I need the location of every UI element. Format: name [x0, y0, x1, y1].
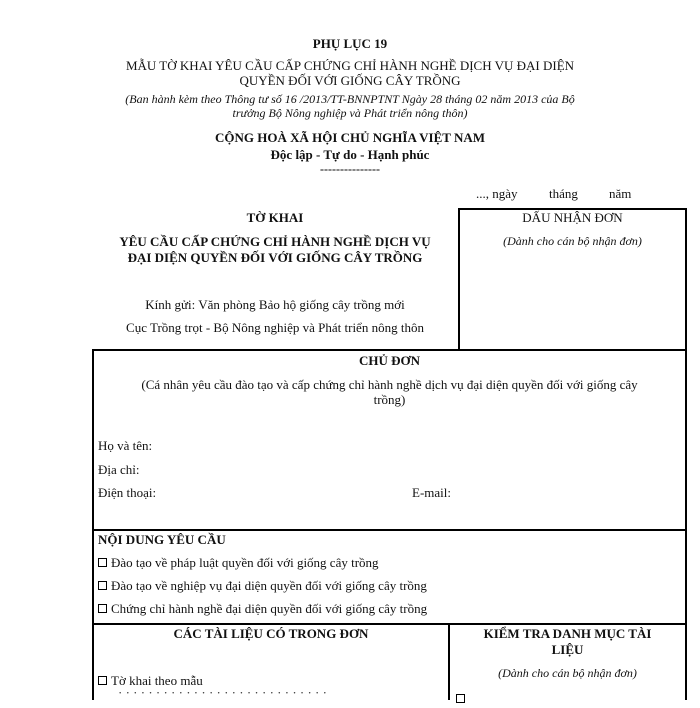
email-field-label: E-mail:: [412, 485, 451, 500]
stamp-box-title: DẤU NHẬN ĐƠN: [522, 210, 623, 225]
date-month: tháng: [549, 186, 578, 201]
national-motto: Độc lập - Tự do - Hạnh phúc: [270, 147, 430, 162]
request-option-2[interactable]: [98, 578, 427, 594]
document-item-1-label: Tờ khai theo mẫu: [111, 673, 203, 688]
request-option-3[interactable]: [98, 601, 427, 617]
checkbox-icon[interactable]: [98, 676, 107, 685]
applicant-title: CHỦ ĐƠN: [358, 353, 421, 368]
request-option-3-label: Chứng chỉ hành nghề đại diện quyền đối với giống cây trồng: [111, 601, 428, 616]
appendix-title: PHỤ LỤC 19: [312, 36, 388, 51]
documents-title: CÁC TÀI LIỆU CÓ TRONG ĐƠN: [173, 626, 369, 641]
issued-note-line-2: trưởng Bộ Nông nghiệp và Phát triển nông thôn): [232, 106, 468, 120]
applicant-section-top-border: [92, 349, 687, 351]
stamp-box-note: (Dành cho cán bộ nhận đơn): [503, 234, 642, 248]
request-title: NỘI DUNG YÊU CẦU: [98, 532, 226, 547]
date-day: ..., ngày: [476, 186, 518, 201]
form-right-border: [685, 208, 687, 700]
checkbox-icon[interactable]: [98, 558, 107, 567]
stamp-box-left-border: [458, 208, 460, 350]
request-option-1[interactable]: [98, 555, 379, 571]
declaration-subtitle-2: ĐẠI DIỆN QUYỀN ĐỐI VỚI GIỐNG CÂY TRỒNG: [127, 250, 423, 265]
applicant-desc-line-1: (Cá nhân yêu cầu đào tạo và cấp chứng chỉ hành nghề dịch vụ đại diện quyền đối với giống cây: [141, 377, 638, 392]
form-title-line-2: QUYỀN ĐỐI VỚI GIỐNG CÂY TRỒNG: [239, 73, 461, 88]
motto-separator: ---------------: [320, 162, 380, 176]
recipient-line-1: Kính gửi: Văn phòng Bảo hộ giống cây trồng mới: [145, 297, 405, 312]
request-option-1-label: Đào tạo về pháp luật quyền đối với giống cây trồng: [111, 555, 379, 570]
issued-note-line-1: (Ban hành kèm theo Thông tư số 16 /2013/TT-BNNPTNT Ngày 28 tháng 02 năm 2013 của Bộ: [125, 92, 575, 106]
phone-field-label: Điện thoại:: [98, 485, 157, 500]
declaration-title: TỜ KHAI: [246, 210, 304, 225]
form-title-line-1: MẪU TỜ KHAI YÊU CẦU CẤP CHỨNG CHỈ HÀNH NGHỀ DỊCH VỤ ĐẠI DIỆN: [125, 58, 575, 73]
checkbox-icon[interactable]: [98, 581, 107, 590]
declaration-subtitle-1: YÊU CẦU CẤP CHỨNG CHỈ HÀNH NGHỀ DỊCH VỤ: [119, 234, 431, 249]
check-checkbox[interactable]: [456, 690, 469, 708]
country-name: CỘNG HOÀ XÃ HỘI CHỦ NGHĨA VIỆT NAM: [214, 130, 486, 145]
name-field-label: Họ và tên:: [98, 438, 153, 453]
request-option-2-label: Đào tạo về nghiệp vụ đại diện quyền đối với giống cây trồng: [111, 578, 427, 593]
document-item-2-cut: · · · · · · · · · · · · · · · · · · · · · · · · · · · ·: [118, 685, 327, 700]
check-title-line-1: KIỂM TRA DANH MỤC TÀI: [483, 626, 652, 641]
address-field-label: Địa chỉ:: [98, 462, 140, 477]
check-note: (Dành cho cán bộ nhận đơn): [498, 666, 637, 680]
recipient-line-2: Cục Trồng trọt - Bộ Nông nghiệp và Phát triển nông thôn: [126, 320, 424, 335]
documents-section-top-border: [92, 623, 687, 625]
check-title-line-2: LIỆU: [551, 642, 584, 657]
checkbox-icon[interactable]: [456, 694, 465, 703]
date-year: năm: [609, 186, 632, 201]
request-section-top-border: [92, 529, 687, 531]
checkbox-icon[interactable]: [98, 604, 107, 613]
applicant-desc-line-2: trồng): [373, 392, 406, 407]
